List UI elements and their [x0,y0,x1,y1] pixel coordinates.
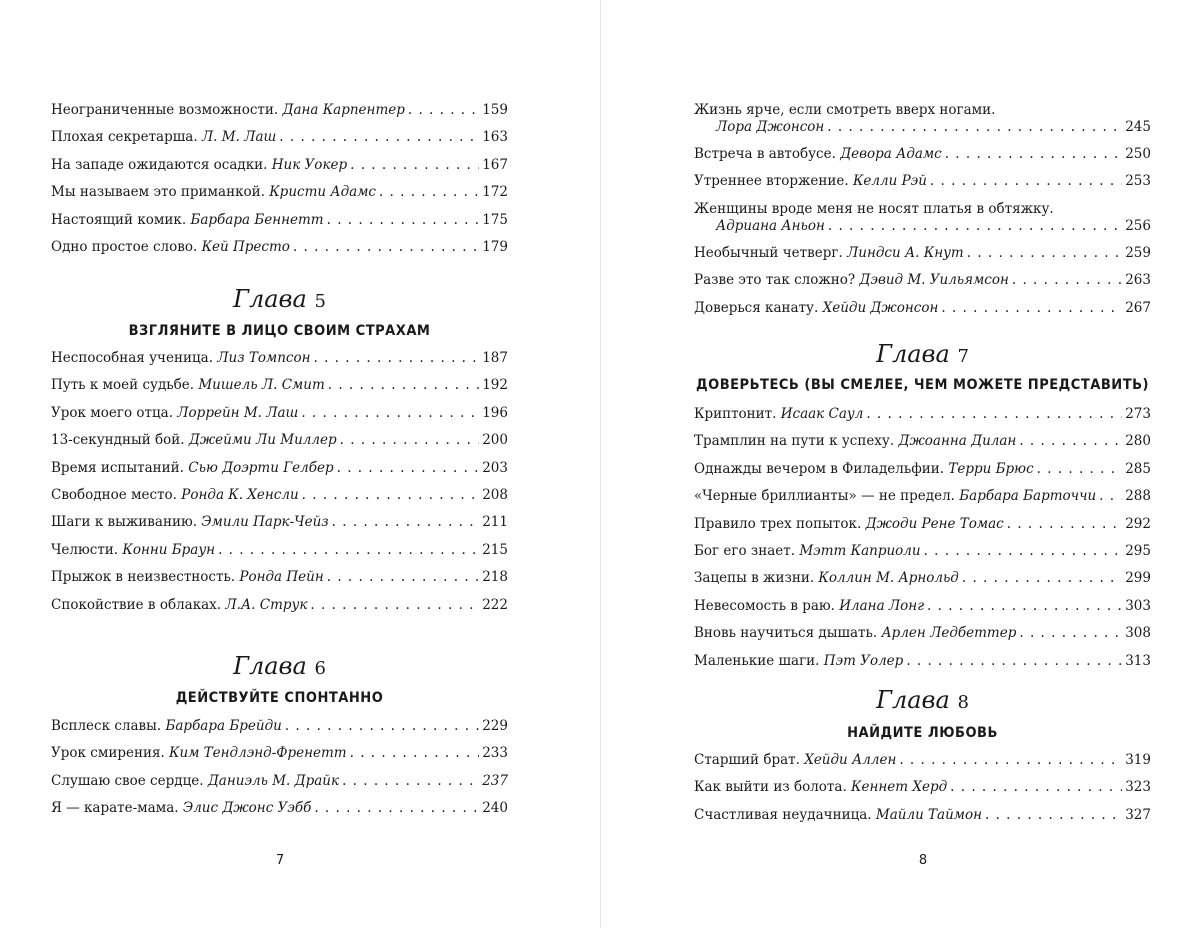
entry-title: Вновь научиться дышать. [694,625,878,642]
toc-entry[interactable] [694,570,1151,597]
entry-author: Терри Брюс [948,460,1034,477]
entry-title: Счастливая неудачница. [694,806,872,823]
chapter-title: ВЗГЛЯНИТЕ В ЛИЦО СВОИМ СТРАХАМ [128,323,431,339]
entry-title: Разве это так сложно? [694,272,856,289]
entry-page-number: 323 [1125,779,1151,796]
entry-page-number: 273 [1125,406,1151,422]
entry-title: Неограниченные возможности. [51,102,279,118]
entry-title: Путь к моей судьбе. [51,377,195,394]
entry-title: Одно простое слово. [51,238,198,255]
entry-page-number: 163 [482,129,508,146]
entry-author: Кей Престо [201,238,290,255]
toc-entries-block [51,350,508,624]
entry-title: Трамплин на пути к успеху. [694,433,895,450]
entry-page-number: 240 [482,800,508,817]
entry-page-number: 208 [482,486,508,503]
leader-dots [1012,272,1122,289]
entry-author: Элис Джонс Уэбб [182,800,312,817]
entry-page-number: 179 [482,238,508,255]
entry-title: Спокойствие в облаках. [51,596,222,613]
chapter-word: Глава [876,686,950,714]
entry-title: Я — карате-мама. [51,800,179,817]
entry-page-number: 245 [1125,119,1151,135]
toc-entry[interactable] [51,460,508,487]
entry-title: Как выйти из болота. [694,779,847,796]
entry-title: Шаги к выживанию. [51,514,197,531]
chapter-label [694,340,1151,371]
entry-author: Барбара Барточчи [959,488,1097,505]
leader-dots [985,807,1122,824]
entry-title: Плохая секретарша. [51,129,198,146]
entry-page-number: 256 [1125,217,1151,234]
entry-author: Ронда Пейн [239,569,324,586]
entry-author: Сью Доэрти Гелбер [188,459,334,476]
entry-title: Зацепы в жизни. [694,570,815,587]
leader-dots [866,406,1122,423]
entry-title: Правило трех попыток. [694,515,862,532]
entry-page-number: 222 [482,596,508,613]
entry-page-number: 253 [1125,173,1151,190]
chapter-word: Глава [233,652,307,680]
entry-title: Бог его знает. [694,542,796,559]
chapter-number: 8 [957,692,969,713]
leader-dots [327,569,479,586]
entry-author: Исаак Саул [780,406,864,422]
entry-page-number: 200 [482,432,508,449]
entry-author: Дана Карпентер [282,102,405,118]
entry-title: Невесомость в раю. [694,597,835,614]
leader-dots [279,129,479,146]
chapter-number: 7 [957,346,969,367]
left-page [0,0,600,928]
chapter-number: 6 [314,658,326,679]
leader-dots [950,779,1122,796]
toc-entry[interactable] [51,102,508,129]
entry-page-number: 211 [482,514,508,531]
entry-author: Мэтт Каприоли [799,542,921,559]
entry-author: Джейми Ли Миллер [188,432,337,449]
entry-title: Однажды вечером в Филадельфии. [694,460,945,477]
toc-entry[interactable] [51,773,508,800]
toc-entry[interactable] [694,433,1151,460]
toc-entry[interactable] [51,129,508,156]
entry-page-number: 313 [1125,652,1151,669]
entry-page-number: 250 [1125,146,1151,162]
entry-author: Мишель Л. Смит [198,377,325,394]
leader-dots [350,745,480,762]
leader-dots [945,146,1123,163]
toc-entry[interactable] [694,516,1151,543]
right-page [601,0,1201,928]
entry-author: Барбара Брейди [165,718,282,734]
toc-entry[interactable] [694,598,1151,625]
toc-entry[interactable] [694,653,1151,680]
entry-author: Ник Уокер [271,156,348,173]
leader-dots [302,487,480,504]
leader-dots [301,405,479,422]
entry-page-number: 167 [482,156,508,173]
entry-title: Челюсти. [51,541,119,558]
chapter-label [51,285,508,316]
entry-page-number: 196 [482,404,508,421]
entry-title: Необычный четверг. [694,244,843,261]
entry-author: Л.А. Струк [225,596,308,613]
leader-dots [285,718,479,735]
entry-author: Пэт Уолер [823,652,904,669]
leader-dots [1099,488,1122,505]
entry-page-number: 263 [1125,272,1151,289]
entry-title: Слушаю свое сердце. [51,772,204,789]
toc-entry[interactable] [694,625,1151,652]
entry-author: Эмили Парк-Чейз [201,514,329,531]
entry-title: Жизнь ярче, если смотреть вверх ногами. [694,102,996,118]
entry-title: Время испытаний. [51,459,184,476]
toc-entry[interactable] [51,184,508,211]
leader-dots [408,102,479,119]
entry-page-number: 280 [1125,433,1151,450]
entry-author: Джоди Рене Томас [865,515,1004,532]
toc-entry[interactable] [694,779,1151,806]
toc-entries-block [51,102,508,266]
entry-author: Джоанна Дилан [898,433,1017,450]
entry-title: 13-секундный бой. [51,432,185,449]
entry-author-line [694,218,1151,235]
toc-entry[interactable] [51,157,508,184]
toc-entry[interactable] [51,350,508,377]
entry-author: Адриана Аньон [716,217,825,234]
entry-author-line [694,119,1151,136]
entry-page-number: 187 [482,350,508,366]
leader-dots [1007,516,1122,533]
leader-dots [310,597,479,614]
leader-dots [337,460,480,477]
entry-author: Даниэль М. Драйк [207,772,340,789]
toc-entry[interactable] [694,300,1151,327]
chapter-word: Глава [876,340,950,368]
entry-page-number: 215 [482,541,508,558]
entry-author: Конни Браун [122,541,216,558]
leader-dots [332,514,480,531]
entry-author: Лиз Томпсон [217,350,311,366]
entry-author: Кеннет Херд [851,779,948,796]
entry-page-number: 172 [482,184,508,201]
entry-title: Неспособная ученица. [51,350,213,366]
toc-entry[interactable] [694,406,1151,433]
entry-page-number: 229 [482,718,508,734]
toc-entry[interactable] [694,488,1151,515]
chapter-title: ДЕЙСТВУЙТЕ СПОНТАННО [175,690,384,706]
toc-entries-block [694,752,1151,834]
entry-title: Маленькие шаги. [694,652,820,669]
toc-entry[interactable] [694,146,1151,173]
entry-page-number: 292 [1125,515,1151,532]
leader-dots [941,300,1122,317]
toc-entry[interactable] [694,102,1151,146]
leader-dots [827,119,1122,136]
entry-author: Дэвид М. Уильямсон [859,272,1009,289]
entry-author: Лоррейн М. Лаш [177,404,299,421]
toc-entry[interactable] [51,487,508,514]
entry-title: На западе ожидаются осадки. [51,156,268,173]
leader-dots [328,377,479,394]
toc-entry[interactable] [694,201,1151,245]
entry-title: Встреча в автобусе. [694,146,836,162]
entry-author: Майли Таймон [875,806,983,823]
chapter-number: 5 [314,291,326,312]
entry-title: Урок смирения. [51,745,165,762]
entry-page-number: 267 [1125,299,1151,316]
toc-entry[interactable] [694,461,1151,488]
leader-dots [924,543,1123,560]
leader-dots [314,350,480,367]
toc-entry[interactable] [694,272,1151,299]
toc-entry[interactable] [51,432,508,459]
leader-dots [899,752,1122,769]
entry-page-number: 327 [1125,806,1151,823]
entry-author: Лора Джонсон [716,119,825,135]
entry-author: Кристи Адамс [269,184,376,201]
toc-entries-block [694,406,1151,680]
entry-author: Линдси А. Кнут [847,244,964,261]
toc-entry[interactable] [51,377,508,404]
entry-author: Коллин М. Арнольд [818,570,959,587]
entry-title: Урок моего отца. [51,404,173,421]
chapter-label [694,686,1151,717]
chapter-title: НАЙДИТЕ ЛЮБОВЬ [847,725,998,741]
toc-entry[interactable] [694,245,1151,272]
leader-dots [327,212,480,229]
toc-entry[interactable] [51,405,508,432]
toc-entry[interactable] [51,745,508,772]
toc-entries-block [694,102,1151,327]
entry-page-number: 295 [1125,542,1151,559]
entry-author: Хейди Джонсон [822,299,939,316]
entry-page-number: 299 [1125,570,1151,587]
toc-entry[interactable] [51,597,508,624]
toc-entry[interactable] [51,569,508,596]
leader-dots [927,598,1122,615]
leader-dots [828,218,1122,235]
chapter-title: ДОВЕРЬТЕСЬ (ВЫ СМЕЛЕЕ, ЧЕМ МОЖЕТЕ ПРЕДСТАВИТЬ) [695,377,1150,393]
toc-entry[interactable] [51,514,508,541]
entry-author: Хейди Аллен [804,752,897,768]
chapter-word: Глава [233,285,307,313]
entry-page-number: 285 [1125,460,1151,477]
toc-entry[interactable] [51,239,508,266]
entry-author: Девора Адамс [840,146,942,162]
leader-dots [350,157,479,174]
leader-dots [967,245,1122,262]
entry-author: Барбара Беннетт [190,211,324,228]
entry-title: «Черные бриллианты» — не предел. [694,488,955,505]
toc-entry[interactable] [51,800,508,827]
entry-page-number: 288 [1125,488,1151,505]
entry-author: Ким Тендлэнд-Френетт [169,745,347,762]
leader-dots [1037,461,1123,478]
entry-page-number: 319 [1125,752,1151,768]
entry-page-number: 159 [482,102,508,118]
entry-page-number: 192 [482,377,508,394]
leader-dots [962,570,1122,587]
toc-entry[interactable] [694,807,1151,834]
entry-title: Прыжок в неизвестность. [51,569,236,586]
leader-dots [218,542,479,559]
entry-page-number: 218 [482,569,508,586]
entry-title: Свободное место. [51,486,177,503]
entry-page-number: 308 [1125,625,1151,642]
page-number: 8 [918,853,928,868]
entry-author: Илана Лонг [839,597,925,614]
leader-dots [379,184,479,201]
toc-entry[interactable] [694,752,1151,779]
entry-page-number: 175 [482,211,508,228]
leader-dots [906,653,1122,670]
entry-title: Всплеск славы. [51,718,162,734]
entry-author: Ронда К. Хенсли [181,486,299,503]
entry-title: Криптонит. [694,406,777,422]
leader-dots [293,239,479,256]
page-number: 7 [275,853,285,868]
toc-entry[interactable] [694,173,1151,200]
entry-page-number: 303 [1125,597,1151,614]
entry-author: Келли Рэй [852,173,927,190]
entry-title: Старший брат. [694,752,800,768]
entry-author: Л. М. Лаш [201,129,277,146]
toc-entry[interactable] [694,543,1151,570]
entry-title: Женщины вроде меня не носят платья в обтяжку. [694,200,1054,217]
entry-page-number: 237 [482,772,508,789]
toc-entry[interactable] [51,542,508,569]
leader-dots [342,773,479,790]
toc-entries-block [51,718,508,828]
toc-entry[interactable] [51,718,508,745]
entry-title: Доверься канату. [694,299,819,316]
entry-author: Арлен Ледбеттер [881,625,1017,642]
entry-page-number: 259 [1125,244,1151,261]
entry-page-number: 233 [482,745,508,762]
entry-title: Настоящий комик. [51,211,187,228]
leader-dots [314,800,479,817]
entry-title: Утреннее вторжение. [694,173,849,190]
leader-dots [1019,433,1122,450]
entry-title: Мы называем это приманкой. [51,184,265,201]
leader-dots [340,432,480,449]
leader-dots [1019,625,1122,642]
chapter-label [51,652,508,683]
toc-entry[interactable] [51,212,508,239]
entry-page-number: 203 [482,459,508,476]
leader-dots [930,173,1122,190]
